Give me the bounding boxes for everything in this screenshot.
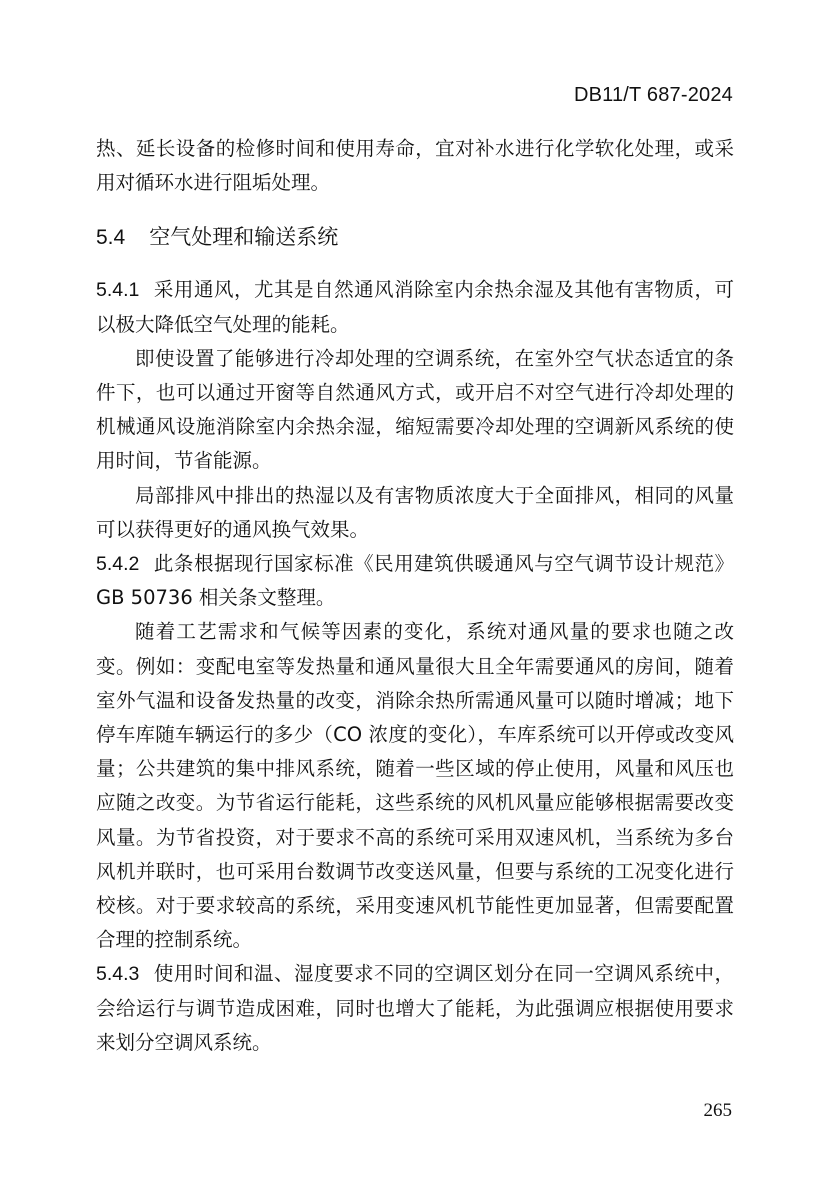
clause-paragraph: 随着工艺需求和气候等因素的变化，系统对通风量的要求也随之改变。例如：变配电室等发热量和通风量很大且全年需要通风的房间，随着室外气温和设备发热量的改变，消除余热所需通风量可以随时增减；地下停车库随车辆运行的多少（CO 浓度的变化），车库系统可以开停或改变风量；公共建筑的集中排风系统，随着一些区域的停止使用，风量和风压也应随之改变。为节省运行能耗，这些系统的风机风量应能够根据需要改变风量。为节省投资，对于要求不高的系统可采用双速风机，当系统为多台风机并联时，也可采用台数调节改变送风量，但要与系统的工况变化进行校核。对于要求较高的系统，采用变速风机节能性更加显著，但需要配置合理的控制系统。 bbox=[96, 620, 734, 952]
standard-code: DB11/T 687-2024 bbox=[573, 84, 733, 106]
section-title: 空气处理和输送系统 bbox=[149, 225, 339, 250]
clause-lead: 此条根据现行国家标准《民用建筑供暖通风与空气调节设计规范》GB 50736 相关条文整理。 bbox=[96, 552, 734, 610]
clause-lead: 使用时间和温、湿度要求不同的空调区划分在同一空调风系统中，会给运行与调节造成困难，同时也增大了能耗，为此强调应根据使用要求来划分空调风系统。 bbox=[96, 962, 734, 1054]
continuation-paragraph: 热、延长设备的检修时间和使用寿命，宜对补水进行化学软化处理，或采用对循环水进行阻垢处理。 bbox=[96, 137, 734, 195]
clause-5-4-2 bbox=[96, 547, 734, 615]
page-number: 265 bbox=[703, 1100, 732, 1121]
clause-number: 5.4.2 bbox=[96, 553, 140, 576]
section-number: 5.4 bbox=[96, 226, 126, 250]
clause-paragraph: 局部排风中排出的热湿以及有害物质浓度大于全面排风，相同的风量可以获得更好的通风换气效果。 bbox=[96, 483, 734, 541]
clause-number: 5.4.1 bbox=[96, 279, 140, 302]
clause-lead: 采用通风，尤其是自然通风消除室内余热余湿及其他有害物质，可以极大降低空气处理的能耗。 bbox=[96, 278, 734, 336]
document-body bbox=[96, 132, 734, 1060]
clause-5-4-1 bbox=[96, 273, 734, 341]
section-heading bbox=[96, 220, 734, 255]
clause-number: 5.4.3 bbox=[96, 963, 140, 986]
clause-paragraph: 即使设置了能够进行冷却处理的空调系统，在室外空气状态适宜的条件下，也可以通过开窗等自然通风方式，或开启不对空气进行冷却处理的机械通风设施消除室内余热余湿，缩短需要冷却处理的空调新风系统的使用时间，节省能源。 bbox=[96, 346, 734, 473]
clause-5-4-3 bbox=[96, 957, 734, 1060]
